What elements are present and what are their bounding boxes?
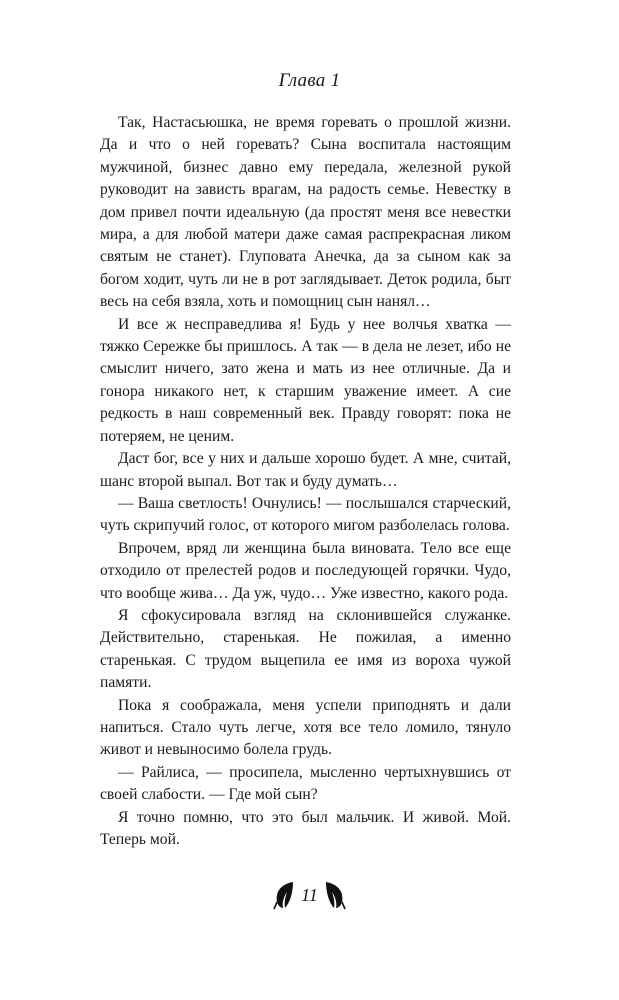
- feather-left-icon: [273, 880, 295, 910]
- paragraph-2: И все ж несправедлива я! Будь у нее волчья хватка — тяжко Сережке бы пришлось. А так — в дела не лезет, ибо не смыслит ничего, зато жена и мать из нее отличные. Да и гонора никакого нет, к старшим уважение имеет. А сие редкость в наш современный век. Правду говорят: пока не потеряем, не ценим.: [100, 315, 511, 445]
- paragraph-6: Я сфокусировала взгляд на склонившейся служанке. Действительно, старенькая. Не пожилая, а именно старенькая. С трудом выцепила ее имя из вороха чужой памяти.: [100, 606, 511, 692]
- paragraph-8: — Райлиса, — просипела, мысленно чертыхнувшись от своей слабости. — Где мой сын?: [100, 763, 511, 804]
- paragraph-9: Я точно помню, что это был мальчик. И живой. Мой. Теперь мой.: [100, 808, 511, 848]
- feather-right-icon: [324, 880, 346, 910]
- chapter-title: Глава 1: [278, 70, 341, 91]
- paragraph-3: Даст бог, все у них и дальше хорошо будет. А мне, считай, шанс второй выпал. Вот так и буду думать…: [100, 450, 511, 490]
- page-number: 11: [301, 885, 318, 905]
- paragraph-1: Так, Настасьюшка, не время горевать о прошлой жизни. Да и что о ней горевать? Сына воспитала настоящим мужчиной, бизнес давно ему передала, железной рукой руководит на зависть врагам, на радость семье. Невестку в дом привел почти идеальную (да простят меня все невестки мира, а для любой матери даже самая распрекрасная ликом святым не станет). Глуповата Анечка, да за сыном как за богом ходит, чуть ли не в рот заглядывает. Деток родила, быт весь на себя взяла, хоть и помощниц сын нанял…: [100, 114, 511, 311]
- text-body: [100, 112, 511, 851]
- paragraph-7: Пока я соображала, меня успели приподнять и дали напиться. Стало чуть легче, хотя все тело ломило, тянуло живот и невыносимо болела грудь.: [100, 696, 511, 759]
- paragraph-5: Впрочем, вряд ли женщина была виновата. Тело все еще отходило от прелестей родов и последующей горячки. Чудо, что вообще жива… Да уж, чудо… Уже известно, какого рода.: [100, 539, 511, 602]
- page-folio: [0, 880, 619, 910]
- paragraph-4: — Ваша светлость! Очнулись! — послышался старческий, чуть скрипучий голос, от которого мигом разболелась голова.: [100, 494, 511, 535]
